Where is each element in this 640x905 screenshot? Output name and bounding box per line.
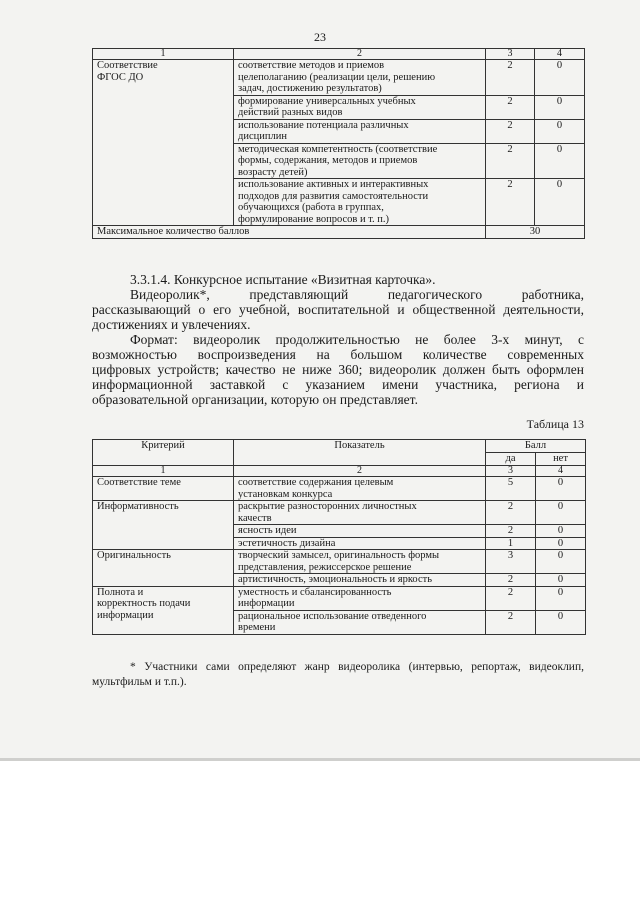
indicator-cell-line: целеполаганию (реализации цели, решению xyxy=(238,71,436,83)
score-no-cell: 0 xyxy=(535,60,585,96)
column-number: 3 xyxy=(486,49,535,60)
score-yes-cell: 2 xyxy=(486,586,536,610)
score-no-cell: 0 xyxy=(536,477,586,501)
score-yes-cell: 2 xyxy=(486,574,536,587)
score-yes-cell: 3 xyxy=(486,550,536,574)
indicator-cell-line: времени xyxy=(238,622,276,633)
header-score: Балл xyxy=(486,440,586,453)
table-row xyxy=(93,477,586,501)
column-number: 2 xyxy=(234,466,486,477)
section-heading xyxy=(92,272,584,287)
header-yes: да xyxy=(486,453,536,466)
indicator-cell-line: формулирование вопросов и т. п.) xyxy=(238,213,389,225)
score-no-cell: 0 xyxy=(536,525,586,538)
score-yes-cell: 2 xyxy=(486,610,536,634)
criterion-cell-line: корректность подачи xyxy=(97,598,191,609)
format-line: возможностью воспроизведения на большом количестве современных xyxy=(92,347,584,362)
max-score-row xyxy=(93,226,585,239)
indicator-cell xyxy=(234,95,486,119)
header-indicator: Показатель xyxy=(234,440,486,466)
footnote-line: * Участники сами определяют жанр видеоролика (интервью, репортаж, видеоклип, xyxy=(130,661,584,673)
page-number: 23 xyxy=(314,30,326,44)
indicator-cell-line: уместность и сбалансированность xyxy=(238,586,392,598)
indicator-cell-line: раскрытие разносторонних личностных xyxy=(238,501,417,512)
criterion-cell-line: Оригинальность xyxy=(97,550,171,561)
score-no-cell: 0 xyxy=(536,501,586,525)
indicator-cell-line: использование потенциала различных xyxy=(238,119,409,131)
criterion-cell-line: Соответствие теме xyxy=(97,477,181,488)
indicator-cell-line: рациональное использование отведенного xyxy=(238,610,427,622)
table-number-row xyxy=(93,466,586,477)
indicator-cell-line: качеств xyxy=(238,512,272,524)
score-no-cell: 0 xyxy=(536,574,586,587)
criterion-cell-line: Полнота и xyxy=(97,586,144,598)
table-row xyxy=(93,501,586,525)
indicator-cell-line: обучающихся (работа в группах, xyxy=(238,202,384,213)
indicator-cell-line: эстетичность дизайна xyxy=(238,537,336,549)
indicator-cell-line: задач, достижению результатов) xyxy=(238,83,382,94)
column-number: 1 xyxy=(93,49,234,60)
indicator-cell xyxy=(234,143,486,179)
indicator-cell-line: методическая компетентность (соответствие xyxy=(238,143,438,155)
indicator-cell-line: соответствие методов и приемов xyxy=(238,60,385,71)
column-number: 4 xyxy=(536,466,586,477)
business-card-table-body xyxy=(93,440,586,635)
format-line: образовательной организации, которую он представляет. xyxy=(92,392,418,407)
score-no-cell: 0 xyxy=(535,119,585,143)
score-yes-cell: 1 xyxy=(486,537,536,550)
criterion-cell xyxy=(93,60,234,226)
indicator-cell-line: формы, содержания, методов и приемов xyxy=(238,155,418,166)
column-number: 4 xyxy=(535,49,585,60)
score-yes-cell: 2 xyxy=(486,119,535,143)
max-score-label: Максимальное количество баллов xyxy=(93,226,486,239)
table-row xyxy=(93,60,585,96)
score-yes-cell: 2 xyxy=(486,143,535,179)
indicator-cell-line: ясность идеи xyxy=(238,525,297,536)
indicator-cell xyxy=(234,119,486,143)
table-header-row xyxy=(93,440,586,453)
score-yes-cell: 2 xyxy=(486,179,535,226)
criterion-cell xyxy=(93,501,234,550)
format-line: информационной заставкой с указанием имени участника, региона и xyxy=(92,377,584,392)
footnote xyxy=(92,660,584,690)
indicator-cell xyxy=(234,550,486,574)
criteria-table-continued xyxy=(92,48,585,239)
score-no-cell: 0 xyxy=(536,586,586,610)
criteria-table-body xyxy=(93,49,585,239)
score-yes-cell: 2 xyxy=(486,95,535,119)
column-number: 3 xyxy=(486,466,536,477)
criterion-cell xyxy=(93,586,234,634)
indicator-cell-line: использование активных и интерактивных xyxy=(238,179,429,190)
score-yes-cell: 2 xyxy=(486,525,536,538)
indicator-cell-line: информации xyxy=(238,598,295,609)
indicator-cell-line: соответствие содержания целевым xyxy=(238,477,394,488)
indicator-cell xyxy=(234,586,486,610)
criterion-cell-line: Соответствие xyxy=(97,60,158,71)
score-no-cell: 0 xyxy=(536,550,586,574)
score-no-cell: 0 xyxy=(535,95,585,119)
table-caption: Таблица 13 xyxy=(526,417,584,431)
intro-line: достижениях и увлечениях. xyxy=(92,317,251,332)
intro-line: рассказывающий о его учебной, воспитательной и общественной деятельности, xyxy=(92,302,584,317)
table-row xyxy=(93,586,586,610)
criterion-cell xyxy=(93,550,234,587)
format-line: цифровых устройств; качество не ниже 360; видеоролик должен быть оформлен xyxy=(92,362,584,377)
intro-paragraph xyxy=(92,287,584,332)
header-criterion: Критерий xyxy=(93,440,234,466)
max-score-value: 30 xyxy=(486,226,585,239)
criterion-cell-line: Информативность xyxy=(97,501,179,512)
column-number: 1 xyxy=(93,466,234,477)
criterion-cell xyxy=(93,477,234,501)
indicator-cell-line: возрасту детей) xyxy=(238,166,308,178)
score-no-cell: 0 xyxy=(536,610,586,634)
footnote-line: мультфильм и т.п.). xyxy=(92,676,187,688)
indicator-cell-line: представления, режиссерское решение xyxy=(238,561,412,573)
table-row xyxy=(93,550,586,574)
indicator-cell xyxy=(234,610,486,634)
score-yes-cell: 5 xyxy=(486,477,536,501)
indicator-cell xyxy=(234,574,486,587)
indicator-cell xyxy=(234,501,486,525)
indicator-cell-line: артистичность, эмоциональность и яркость xyxy=(238,574,432,585)
column-number: 2 xyxy=(234,49,486,60)
criterion-cell-line: ФГОС ДО xyxy=(97,71,144,83)
score-yes-cell: 2 xyxy=(486,60,535,96)
indicator-cell xyxy=(234,60,486,96)
score-no-cell: 0 xyxy=(535,143,585,179)
score-yes-cell: 2 xyxy=(486,501,536,525)
indicator-cell xyxy=(234,537,486,550)
header-no: нет xyxy=(536,453,586,466)
indicator-cell xyxy=(234,477,486,501)
indicator-cell-line: установкам конкурса xyxy=(238,488,333,500)
business-card-criteria-table xyxy=(92,439,586,635)
page-edge xyxy=(0,758,640,761)
indicator-cell-line: формирование универсальных учебных xyxy=(238,95,416,107)
format-paragraph xyxy=(92,332,584,407)
indicator-cell-line: действий разных видов xyxy=(238,107,343,118)
score-no-cell: 0 xyxy=(536,537,586,550)
indicator-cell-line: творческий замысел, оригинальность формы xyxy=(238,550,440,561)
criterion-cell-line: информации xyxy=(97,609,154,621)
indicator-cell-line: дисциплин xyxy=(238,131,287,142)
indicator-cell xyxy=(234,179,486,226)
table-number-row xyxy=(93,49,585,60)
indicator-cell xyxy=(234,525,486,538)
score-no-cell: 0 xyxy=(535,179,585,226)
intro-line: Видеоролик*, представляющий педагогического работника, xyxy=(130,287,584,302)
indicator-cell-line: подходов для развития самостоятельности xyxy=(238,190,429,202)
section-heading-text: 3.3.1.4. Конкурсное испытание «Визитная карточка». xyxy=(130,272,436,287)
format-line: Формат: видеоролик продолжительностью не более 3-х минут, с xyxy=(130,332,584,347)
